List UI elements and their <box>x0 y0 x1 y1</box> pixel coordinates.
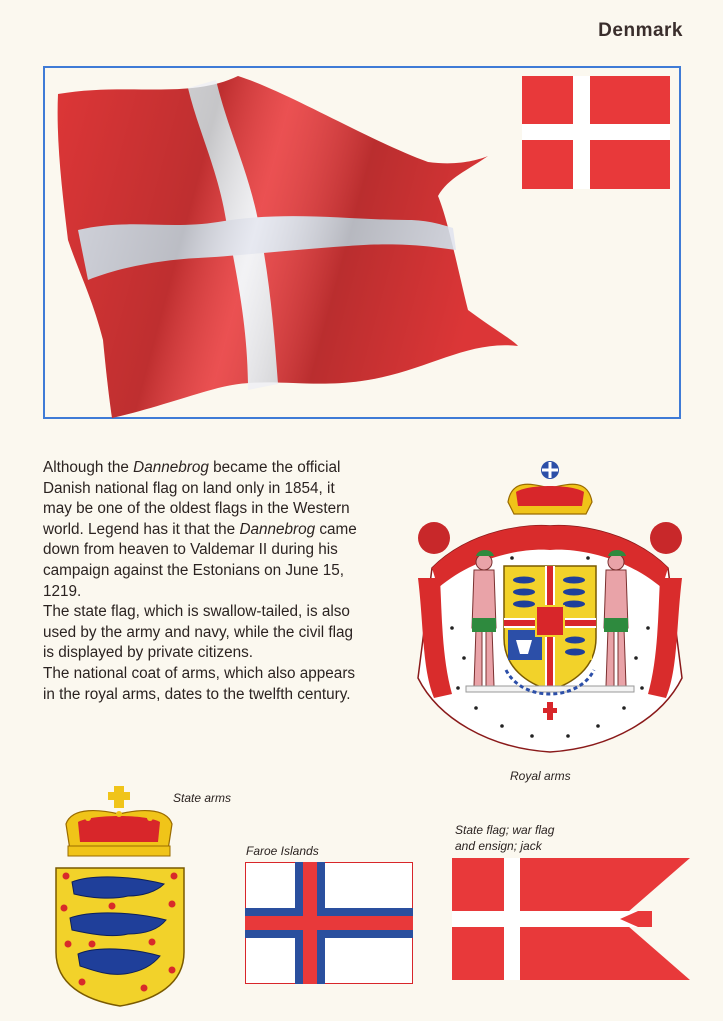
description-text <box>43 458 363 705</box>
state-arms-image <box>52 784 188 1008</box>
national-flag-flat <box>522 76 670 189</box>
caption-faroe-islands: Faroe Islands <box>246 844 319 858</box>
waving-national-flag <box>48 70 528 420</box>
caption-royal-arms: Royal arms <box>510 769 571 783</box>
paragraph-coat-of-arms: The national coat of arms, which also appears in the royal arms, dates to the twelfth century. <box>43 664 356 703</box>
page-title: Denmark <box>598 20 683 41</box>
paragraph-state-flag: The state flag, which is swallow-tailed, is also used by the army and navy, while the civil flag is displayed by private citizens. <box>43 603 354 662</box>
royal-arms-image <box>412 458 688 758</box>
paragraph-history: Although the Dannebrog became the official Danish national flag on land only in 1854, it may be one of the oldest flags in the Western world. Legend has it that the Dannebrog came down from heaven to Valdemar II during his campaign against the Estonians on June 15, 1219. <box>43 459 357 600</box>
caption-state-arms: State arms <box>173 791 232 805</box>
state-flag-swallowtail <box>452 858 692 980</box>
caption-state-flag: State flag; war flag and ensign; jack <box>455 823 555 853</box>
faroe-islands-flag <box>245 862 413 984</box>
